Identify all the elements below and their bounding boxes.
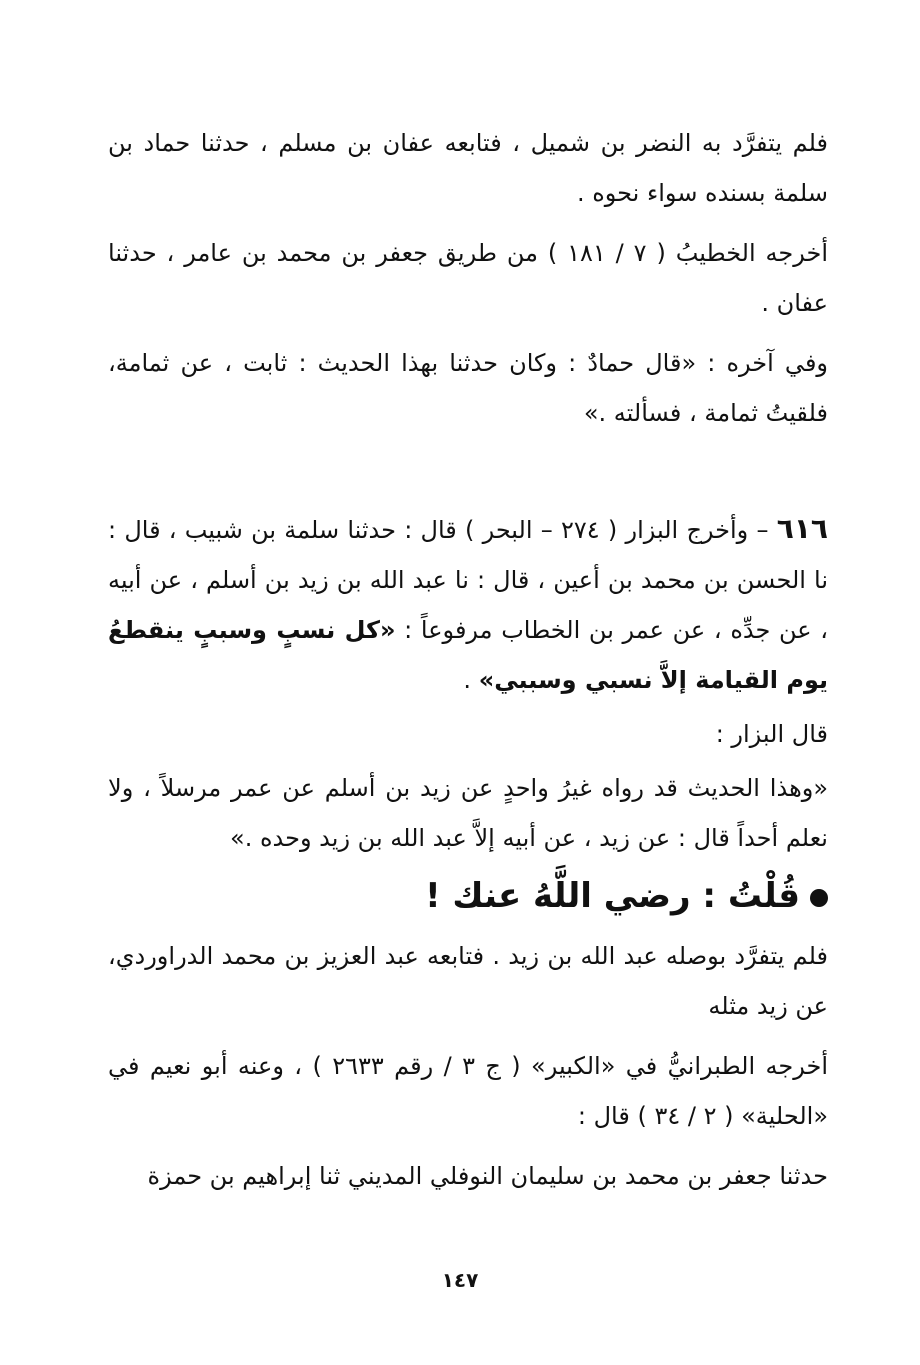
hadith-end: . [463, 666, 479, 694]
hadith-number: ٦١٦ [776, 512, 829, 545]
paragraph-darawardi: فلم يتفرَّد بوصله عبد الله بن زيد . فتابعه عبد العزيز بن محمد الدراوردي، عن زيد مثله [108, 942, 828, 1020]
qult-heading [108, 867, 828, 925]
page-number: ١٤٧ [441, 1268, 479, 1292]
paragraph-tabarani: أخرجه الطبرانيُّ في «الكبير» ( ج ٣ / رقم ٢٦٣٣ ) ، وعنه أبو نعيم في «الحلية» ( ٢ / ٣٤ ) قال : [108, 1052, 828, 1130]
qult-text: قُلْتُ : رضي اللَّهُ عنك ! [425, 876, 800, 916]
paragraph-khatib: أخرجه الخطيبُ ( ٧ / ١٨١ ) من طريق جعفر بن محمد بن عامر ، حدثنا عفان . [108, 239, 829, 317]
hadith-paragraph [108, 504, 828, 705]
bazzar-quote: «وهذا الحديث قد رواه غيرُ واحدٍ عن زيد بن أسلم عن عمر مرسلاً ، ولا نعلم أحداً قال : عن زيد ، عن أبيه إلاَّ عبد الله بن زيد وحده .» [108, 774, 828, 852]
paragraph-isnad: حدثنا جعفر بن محمد بن سليمان النوفلي المديني ثنا إبراهيم بن حمزة [147, 1162, 828, 1190]
paragraph-hammad: وفي آخره : «قال حمادٌ : وكان حدثنا بهذا الحديث : ثابت ، عن ثمامة، فلقيتُ ثمامة ، فسألته .» [108, 349, 828, 427]
section-gap [108, 448, 828, 504]
bazzar-label: قال البزار : [715, 720, 828, 748]
paragraph-nadr: فلم يتفرَّد به النضر بن شميل ، فتابعه عفان بن مسلم ، حدثنا حماد بن سلمة بسنده سواء نحوه . [108, 129, 828, 207]
page-body [108, 118, 828, 1211]
hadith-isnad: – وأخرج البزار ( ٢٧٤ – البحر ) قال : حدثنا سلمة بن شبيب ، قال : نا الحسن بن محمد بن أعين ، قال : نا عبد الله بن زيد بن أسلم ، عن أبيه ، عن جدِّه ، عن عمر بن الخطاب مرفوعاً : [108, 516, 829, 644]
hadith-matn: «كل نسبٍ وسببٍ ينقطعُ يوم القيامة إلاَّ نسبي وسببي» [108, 616, 828, 694]
bullet-icon [810, 889, 828, 907]
